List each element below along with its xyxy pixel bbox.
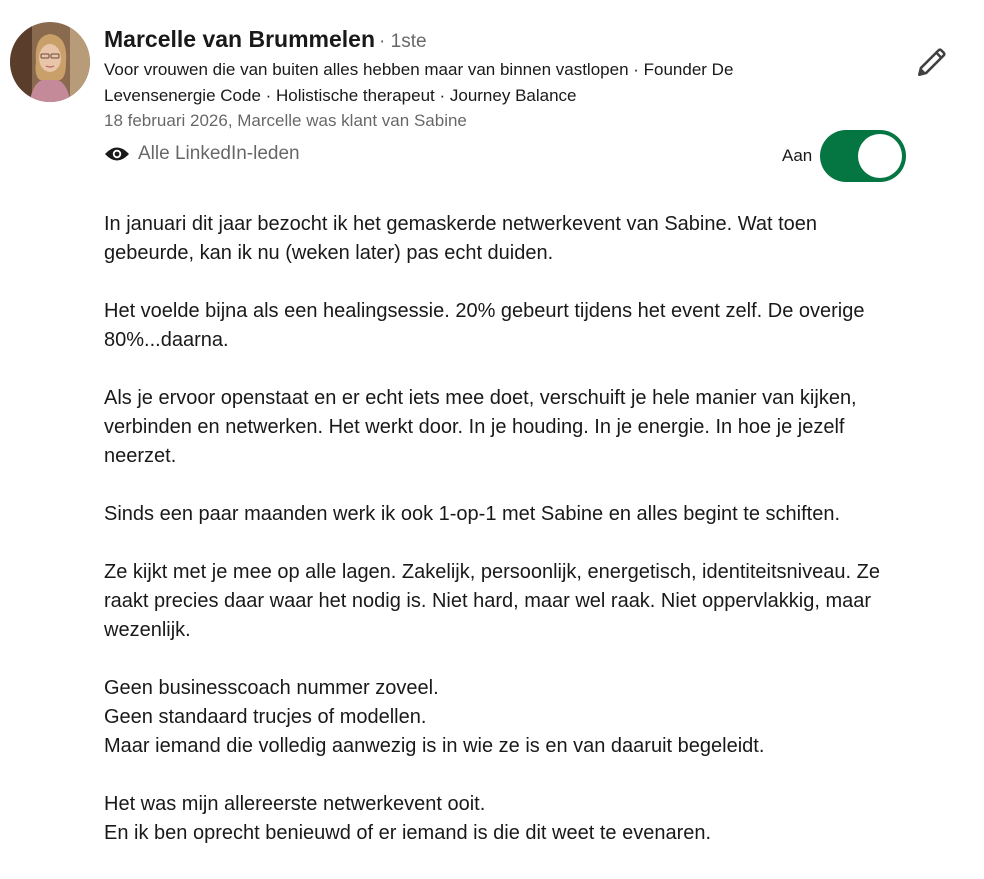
recommendation-paragraph <box>104 674 904 761</box>
avatar[interactable] <box>10 22 90 102</box>
author-headline: Voor vrouwen die van buiten alles hebben maar van binnen vastlopen · Founder De Levensenergie Code · Holistische therapeut · Journey Balance <box>104 60 734 105</box>
paragraph-line: Maar iemand die volledig aanwezig is in wie ze is en van daaruit begeleidt. <box>104 735 765 757</box>
paragraph-line: Het was mijn allereerste netwerkevent ooit. <box>104 793 486 815</box>
recommendation-text <box>104 210 904 877</box>
visibility-toggle[interactable] <box>820 130 906 182</box>
paragraph-line: In januari dit jaar bezocht ik het gemaskerde netwerkevent van Sabine. Wat toen gebeurde, kan ik nu (weken later) pas echt duiden. <box>104 213 817 264</box>
recommendation-meta: 18 februari 2026, Marcelle was klant van Sabine <box>104 111 467 130</box>
paragraph-line: En ik ben oprecht benieuwd of er iemand is die dit weet te evenaren. <box>104 822 712 844</box>
paragraph-line: Geen standaard trucjes of modellen. <box>104 706 427 728</box>
name-line <box>104 26 884 53</box>
profile-photo <box>10 22 90 102</box>
edit-button[interactable] <box>912 42 952 82</box>
author-header <box>104 26 884 133</box>
recommendation-paragraph <box>104 384 904 471</box>
toggle-label: Aan <box>782 146 813 165</box>
eye-icon <box>104 145 130 163</box>
recommendation-paragraph <box>104 500 904 529</box>
visibility-toggle-group <box>782 130 906 182</box>
pencil-icon <box>915 45 949 79</box>
paragraph-line: Geen businesscoach nummer zoveel. <box>104 677 439 699</box>
connection-degree: · 1ste <box>379 31 427 52</box>
paragraph-line: Sinds een paar maanden werk ik ook 1-op-1 met Sabine en alles begint te schiften. <box>104 503 840 525</box>
recommendation-paragraph <box>104 790 904 848</box>
paragraph-line: Als je ervoor openstaat en er echt iets mee doet, verschuift je hele manier van kijken, verbinden en netwerken. Het werkt door. In je houding. In je energie. In hoe je jezelf neerzet. <box>104 387 857 467</box>
paragraph-line: Ze kijkt met je mee op alle lagen. Zakelijk, persoonlijk, energetisch, identiteitsniveau. Ze raakt precies daar waar het nodig is. Niet hard, maar wel raak. Niet oppervlakkig, maar wezenlijk. <box>104 561 880 641</box>
recommendation-paragraph <box>104 297 904 355</box>
toggle-knob <box>858 134 902 178</box>
visibility-label: Alle LinkedIn-leden <box>138 143 300 164</box>
recommendation-paragraph <box>104 210 904 268</box>
recommendation-paragraph <box>104 558 904 645</box>
author-name[interactable]: Marcelle van Brummelen <box>104 26 376 52</box>
visibility-setting[interactable] <box>104 143 300 165</box>
paragraph-line: Het voelde bijna als een healingsessie. 20% gebeurt tijdens het event zelf. De overige 80%...daarna. <box>104 300 865 351</box>
